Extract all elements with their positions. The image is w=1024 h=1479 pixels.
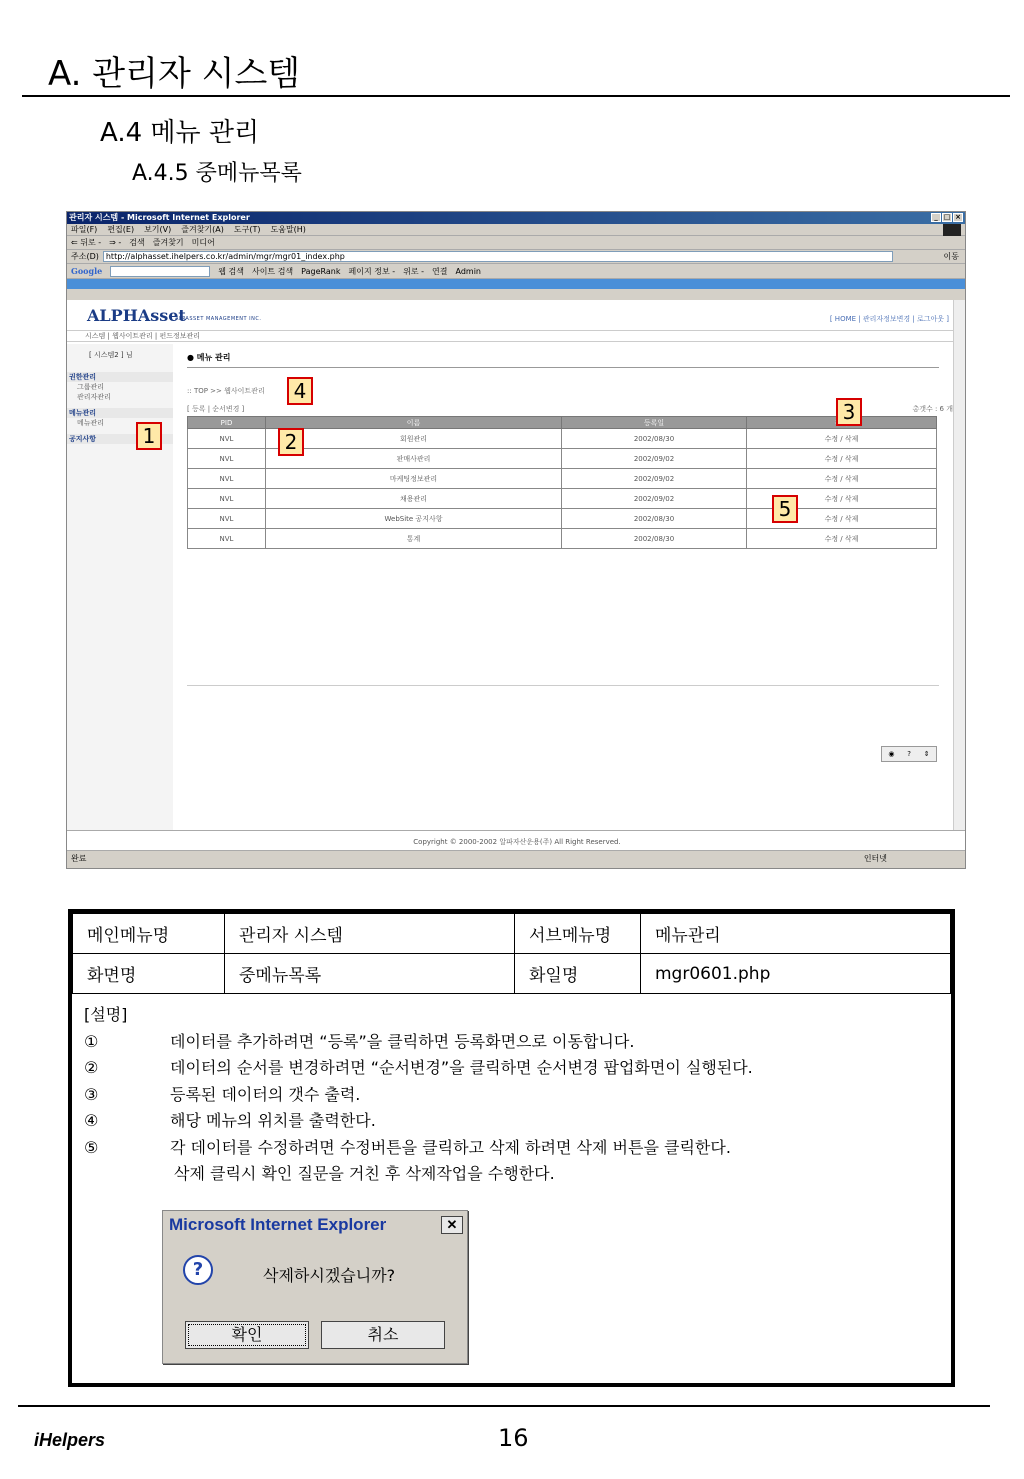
description-item	[84, 1108, 939, 1135]
description-item	[84, 1029, 939, 1056]
cell-name[interactable]: 회원관리	[266, 429, 562, 449]
site-logo[interactable]: ALPHAsset	[87, 306, 186, 325]
maximize-icon[interactable]: □	[943, 213, 951, 221]
cell-pid: NVL	[188, 449, 266, 469]
cell-date: 2002/09/02	[562, 469, 747, 489]
cell-pid: NVL	[188, 489, 266, 509]
close-icon[interactable]: ×	[953, 213, 963, 222]
windows-logo-icon	[943, 224, 961, 236]
content-title: ● 메뉴 관리	[187, 344, 939, 368]
screen-value: 중메뉴목록	[225, 954, 515, 994]
links-label[interactable]: 연결	[432, 266, 448, 276]
item-number: ⑤	[84, 1137, 99, 1157]
sub-menu-label: 서브메뉴명	[515, 914, 641, 954]
user-label: [ 시스템2 ] 님	[89, 351, 133, 359]
cell-pid: NVL	[188, 429, 266, 449]
item-text: 각 데이터를 수정하려면 수정버튼을 클릭하고 삭제 하려면 삭제 버튼을 클릭한다.	[170, 1137, 731, 1157]
security-zone: 인터넷	[863, 854, 887, 863]
google-search-input[interactable]	[110, 266, 210, 277]
menu-help[interactable]: 도움말(H)	[270, 225, 306, 234]
edit-delete-links[interactable]: 수정 / 삭제	[747, 529, 937, 549]
main-nav[interactable]: 시스템 | 웹사이트관리 | 펀드정보관리	[67, 330, 955, 342]
confirm-dialog	[162, 1210, 468, 1364]
description	[72, 994, 951, 1344]
address-input[interactable]: http://alphasset.ihelpers.co.kr/admin/mgr/mgr01_index.php	[103, 251, 893, 262]
register-order-links[interactable]: [ 등록 | 순서변경 ]	[187, 405, 245, 413]
column-header: PID	[188, 417, 266, 429]
minimize-icon[interactable]: _	[931, 213, 941, 222]
breadcrumb: :: TOP >> 웹사이트관리	[187, 387, 265, 395]
sidebar-item-admins[interactable]: 관리자관리	[77, 393, 111, 401]
table-row	[188, 529, 937, 549]
header-rule	[22, 95, 1010, 97]
table-row	[188, 509, 937, 529]
address-bar	[67, 250, 965, 264]
description-item	[84, 1082, 939, 1109]
callout-2: 2	[278, 428, 304, 456]
cell-name[interactable]: 판매사관리	[266, 449, 562, 469]
table-row	[188, 469, 937, 489]
description-item	[84, 1135, 939, 1162]
web-page	[67, 300, 955, 830]
table-row	[188, 489, 937, 509]
menu-file[interactable]: 파일(F)	[71, 225, 98, 234]
back-button[interactable]: ⇐ 뒤로 -	[71, 238, 102, 247]
google-up[interactable]: 위로 -	[403, 266, 425, 276]
file-label: 화일명	[515, 954, 641, 994]
sidebar-item-groups[interactable]: 그룹관리	[77, 383, 105, 391]
item-text: 데이터를 추가하려면 “등록”을 클릭하면 등록화면으로 이동합니다.	[170, 1031, 635, 1051]
confirm-button[interactable]: 확인	[185, 1321, 309, 1349]
page-top-bar	[67, 279, 965, 289]
site-logo-subtitle: ALPASSET MANAGEMENT INC.	[175, 316, 262, 322]
menubar	[67, 224, 965, 236]
cancel-button[interactable]: 취소	[321, 1321, 445, 1349]
cell-name[interactable]: 마케팅정보관리	[266, 469, 562, 489]
action-links	[187, 404, 953, 414]
sidebar-category-permissions[interactable]: 권한관리	[67, 372, 173, 382]
cell-date: 2002/08/30	[562, 429, 747, 449]
google-pagerank[interactable]: PageRank	[301, 266, 341, 276]
chapter-title: A. 관리자 시스템	[48, 54, 301, 94]
page-copyright: Copyright © 2000-2002 알파자산운용(주) All Right Reserved.	[67, 830, 966, 852]
total-count: 총갯수 : 6 개	[912, 405, 953, 413]
menu-edit[interactable]: 편집(E)	[107, 225, 135, 234]
globe-icon[interactable]: ◉	[888, 750, 895, 758]
item-text: 데이터의 순서를 변경하려면 “순서변경”을 클릭하면 순서변경 팝업화면이 실행된다.	[170, 1058, 753, 1077]
cell-date: 2002/09/02	[562, 449, 747, 469]
sidebar-category-notice[interactable]: 공지사항	[67, 434, 173, 444]
cell-date: 2002/08/30	[562, 529, 747, 549]
callout-1: 1	[136, 422, 162, 450]
status-text: 완료	[71, 854, 87, 863]
edit-delete-links[interactable]: 수정 / 삭제	[747, 489, 937, 509]
item-text: 해당 메뉴의 위치를 출력한다.	[170, 1111, 376, 1130]
cell-pid: NVL	[188, 469, 266, 489]
sidebar-item-menu[interactable]: 메뉴관리	[77, 419, 105, 427]
column-header: 이름	[266, 417, 562, 429]
file-value: mgr0601.php	[641, 954, 951, 994]
sidebar	[67, 344, 173, 830]
google-site-search[interactable]: 사이트 검색	[251, 266, 294, 276]
help-icon[interactable]: ?	[907, 750, 911, 758]
favorites-button[interactable]: 즐겨찾기	[152, 238, 184, 247]
top-links[interactable]: [ HOME | 관리자정보변경 | 로그아웃 ]	[829, 315, 949, 323]
forward-button[interactable]: ⇒ -	[109, 238, 122, 247]
description-item	[84, 1055, 939, 1082]
dialog-message: 삭제하시겠습니까?	[263, 1266, 396, 1285]
sidebar-category-menu[interactable]: 메뉴관리	[67, 408, 173, 418]
window-titlebar	[67, 212, 965, 224]
section-title: A.4 메뉴 관리	[100, 118, 260, 148]
main-menu-value: 관리자 시스템	[225, 914, 515, 954]
address-label: 주소(D)	[71, 251, 99, 261]
cell-name[interactable]: 채용관리	[266, 489, 562, 509]
menu-favorites[interactable]: 즐겨찾기(A)	[181, 225, 224, 234]
item-number: ③	[84, 1084, 99, 1104]
callout-3: 3	[836, 398, 862, 426]
description-continuation: 삭제 클릭시 확인 질문을 거친 후 삭제작업을 수행한다.	[174, 1164, 555, 1183]
window-title: 관리자 시스템 - Microsoft Internet Explorer	[69, 213, 250, 222]
menu-view[interactable]: 보기(V)	[144, 225, 172, 234]
cell-name[interactable]: WebSite 공지사항	[266, 509, 562, 529]
cell-date: 2002/09/02	[562, 489, 747, 509]
cell-date: 2002/08/30	[562, 509, 747, 529]
content-divider	[187, 685, 939, 686]
item-number: ①	[84, 1031, 99, 1051]
column-header: 등록일	[562, 417, 747, 429]
cell-pid: NVL	[188, 509, 266, 529]
admin-link[interactable]: Admin	[455, 266, 481, 276]
dialog-title	[163, 1211, 467, 1239]
vertical-scrollbar[interactable]	[953, 300, 965, 830]
footer-rule	[18, 1405, 990, 1407]
edit-delete-links[interactable]: 수정 / 삭제	[747, 449, 937, 469]
toolbar	[67, 236, 965, 250]
description-heading: [설명]	[84, 1005, 128, 1024]
screen-label: 화면명	[73, 954, 225, 994]
scroll-arrows-icon[interactable]: ⇕	[923, 750, 930, 758]
google-page-info[interactable]: 페이지 정보 -	[348, 266, 396, 276]
browser-window-screenshot	[66, 211, 966, 869]
main-menu-label: 메인메뉴명	[73, 914, 225, 954]
spec-table	[68, 909, 955, 1387]
google-logo: Google	[71, 265, 103, 276]
dialog-title-text: Microsoft Internet Explorer	[169, 1215, 387, 1234]
go-button[interactable]: 이동	[943, 251, 959, 261]
menu-tools[interactable]: 도구(T)	[233, 225, 261, 234]
callout-5: 5	[772, 495, 798, 523]
google-toolbar	[67, 264, 965, 279]
cell-name[interactable]: 통계	[266, 529, 562, 549]
subsection-title: A.4.5 중메뉴목록	[132, 161, 302, 186]
cell-pid: NVL	[188, 529, 266, 549]
page-widget[interactable]	[881, 746, 937, 762]
edit-delete-links[interactable]: 수정 / 삭제	[747, 469, 937, 489]
status-bar	[67, 850, 966, 868]
question-icon: ?	[183, 1255, 213, 1285]
media-button[interactable]: 미디어	[191, 238, 215, 247]
google-web-search[interactable]: 웹 검색	[218, 266, 244, 276]
item-text: 등록된 데이터의 갯수 출력.	[170, 1084, 361, 1104]
sub-menu-value: 메뉴관리	[641, 914, 951, 954]
item-number: ④	[84, 1111, 99, 1130]
page-number: 16	[498, 1424, 529, 1452]
search-button[interactable]: 검색	[129, 238, 145, 247]
item-number: ②	[84, 1058, 99, 1077]
footer-brand: iHelpers	[34, 1430, 106, 1450]
dialog-close-icon[interactable]: ✕	[441, 1216, 463, 1234]
callout-4: 4	[287, 377, 313, 405]
edit-delete-links[interactable]: 수정 / 삭제	[747, 509, 937, 529]
edit-delete-links[interactable]: 수정 / 삭제	[747, 429, 937, 449]
